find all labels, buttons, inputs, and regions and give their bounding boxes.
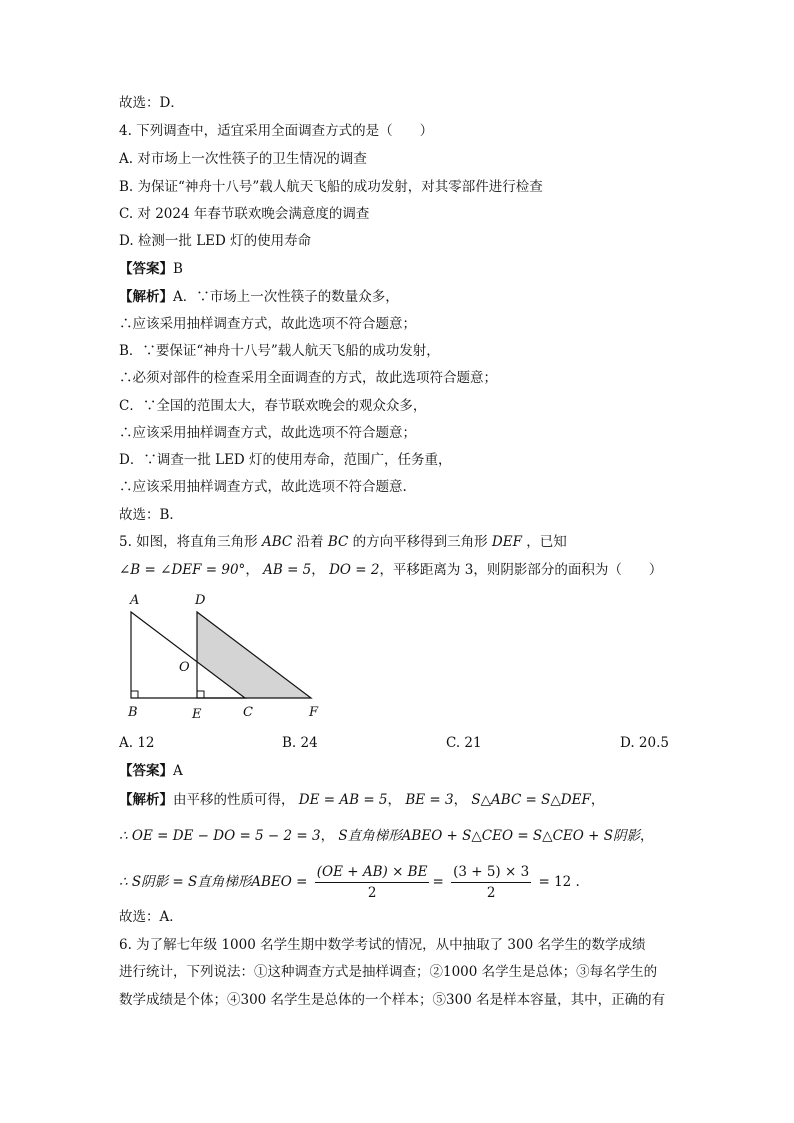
q4-option-a: A. 对市场上一次性筷子的卫生情况的调查 (119, 151, 367, 167)
label-c: C (243, 705, 253, 720)
q5-solution-line-2: ∴ OE = DE − DO = 5 − 2 = 3， S直角梯形ABEO + S△CEO = S△CEO + S阴影， (119, 828, 654, 844)
q4-analysis-line-8: ∴应该采用抽样调查方式，故此选项不符合题意. (119, 479, 407, 495)
q5-solution-line-1: 【解析】由平移的性质可得， DE = AB = 5， BE = 3， S△ABC = S△DEF， (119, 792, 605, 808)
answer-value: A (173, 763, 183, 779)
q5-conclusion: 故选：A． (119, 909, 183, 925)
label-d: D (195, 593, 206, 608)
triangle-figure (115, 590, 345, 725)
q5-stem-line-2: ∠B = ∠DEF = 90°， AB = 5， DO = 2，平移距离为 3，则阴影部分的面积为（ ） (119, 562, 663, 578)
analysis-tag: 【解析】 (119, 289, 173, 305)
q4-conclusion: 故选：B． (119, 507, 183, 523)
q5-answer (119, 761, 183, 781)
q4-option-b: B. 为保证“神舟十八号”载人航天飞船的成功发射，对其零部件进行检查 (119, 179, 543, 195)
answer-tag: 【答案】 (119, 261, 173, 277)
q4-option-d: D. 检测一批 LED 灯的使用寿命 (119, 233, 312, 249)
q4-analysis-line-7: D．∵调查一批 LED 灯的使用寿命，范围广，任务重， (119, 452, 452, 468)
label-b: B (128, 705, 138, 720)
q5-text: 5. 如图，将直角三角形 (119, 534, 258, 550)
math-area-sum: S直角梯形ABEO + S△CEO = S△CEO + S阴影 (338, 828, 640, 844)
q4-analysis-line-4: ∴必须对部件的检查采用全面调查的方式，故此选项符合题意； (119, 370, 497, 386)
fraction-numerator: (3 + 5) × 3 (451, 862, 531, 883)
fraction-denominator: 2 (486, 885, 496, 901)
q5-text: ，平移距离为 3，则阴影部分的面积为（ ） (379, 562, 663, 578)
right-angle-e (197, 691, 204, 698)
fraction-values (451, 862, 531, 903)
math-angle-condition: ∠B = ∠DEF = 90° (119, 562, 246, 578)
label-f: F (309, 705, 319, 720)
q5-option-a: A. 12 (119, 735, 155, 751)
label-o: O (179, 660, 190, 675)
q4-analysis-line-5: C．∵全国的范围太大，春节联欢晚会的观众众多， (119, 398, 427, 414)
math-do: DO = 2 (329, 562, 380, 578)
math-result: = 12 . (538, 874, 580, 890)
math-abc: ABC (261, 534, 293, 550)
fraction-formula (315, 862, 430, 903)
math-be: BE = 3 (405, 792, 454, 808)
analysis-tag: 【解析】 (119, 792, 173, 808)
answer-value: B (173, 261, 183, 277)
solution-text: 由平移的性质可得， (173, 792, 295, 808)
math-area-equality: S△ABC = S△DEF (471, 792, 591, 808)
q5-option-b: B. 24 (282, 735, 318, 751)
q5-option-c: C. 21 (446, 735, 482, 751)
q5-text: 沿着 (296, 534, 324, 550)
fraction-denominator: 2 (367, 885, 377, 901)
math-bc: BC (327, 534, 349, 550)
q6-stem-line-2: 进行统计，下列说法：①这种调查方式是抽样调查；②1000 名学生是总体；③每名学生的 (119, 964, 658, 980)
analysis-text: A．∵市场上一次性筷子的数量众多， (173, 289, 399, 305)
q5-option-d: D. 20.5 (620, 735, 669, 751)
label-a: A (130, 593, 140, 608)
q4-analysis-line-3: B．∵要保证“神舟十八号”载人航天飞船的成功发射， (119, 343, 440, 359)
right-angle-b (131, 691, 138, 698)
q5-stem-line-1 (119, 532, 567, 552)
q4-option-c: C. 对 2024 年春节联欢晚会满意度的调查 (119, 206, 370, 222)
q4-stem: 4. 下列调查中，适宜采用全面调查方式的是（ ） (119, 123, 434, 139)
q5-text: ，已知 (526, 534, 567, 550)
q3-conclusion: 故选：D． (119, 95, 184, 111)
answer-tag: 【答案】 (119, 763, 173, 779)
q5-text: 的方向平移得到三角形 (352, 534, 488, 550)
fraction-numerator: (OE + AB) × BE (315, 862, 430, 883)
math-ab: AB = 5 (263, 562, 312, 578)
label-e: E (192, 707, 202, 722)
q6-stem-line-3: 数学成绩是个体；④300 名学生是总体的一个样本；⑤300 名是样本容量，其中，正确的有 (119, 992, 666, 1008)
math-def: DEF (491, 534, 522, 550)
q4-answer (119, 259, 183, 279)
q4-analysis-line-2: ∴应该采用抽样调查方式，故此选项不符合题意； (119, 316, 416, 332)
math-shaded-area: ∴ S阴影 = S直角梯形ABEO = (119, 874, 308, 890)
q4-analysis-line-1 (119, 287, 399, 307)
math-de-ab: DE = AB = 5 (298, 792, 388, 808)
q6-stem-line-1: 6. 为了解七年级 1000 名学生期中数学考试的情况，从中抽取了 300 名学生的数学成绩 (119, 937, 646, 953)
math-oe: ∴ OE = DE − DO = 5 − 2 = 3 (119, 828, 321, 844)
q5-solution-line-3: ∴ S阴影 = S直角梯形ABEO = $\frac{(OE + AB) \times BE}{2}$ = $\frac{(3 + 5) \times 3}{2}$ = 12 . (119, 864, 580, 901)
q4-analysis-line-6: ∴应该采用抽样调查方式，故此选项不符合题意； (119, 425, 416, 441)
